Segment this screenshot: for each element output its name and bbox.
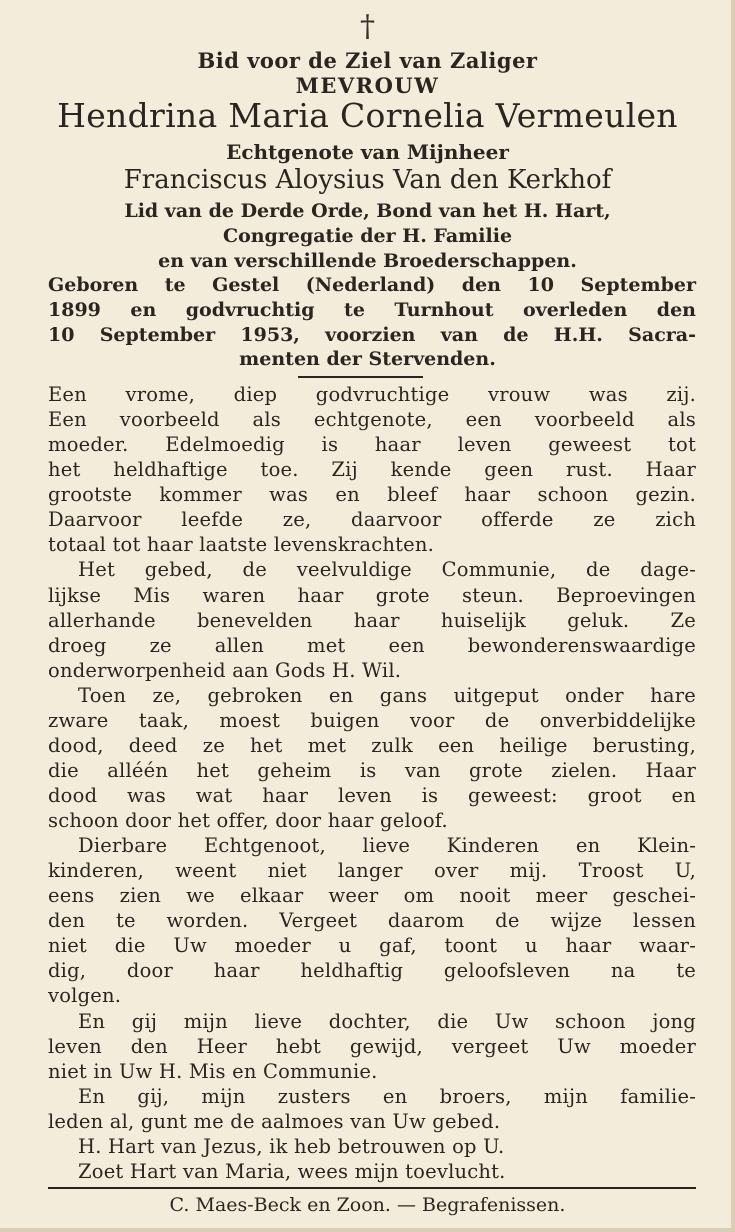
body-line: dood, deed ze het met zulk een heilige berusting, bbox=[48, 733, 696, 757]
body-line: Een voorbeeld als echtgenote, een voorbeeld als bbox=[48, 408, 696, 432]
deceased-name: Hendrina Maria Cornelia Vermeulen bbox=[57, 96, 678, 135]
body-line: Het gebed, de veelvuldige Communie, de dage- bbox=[78, 558, 696, 582]
body-line: En gij, mijn zusters en broers, mijn familie- bbox=[78, 1084, 696, 1108]
body-line: volgen. bbox=[48, 984, 122, 1008]
body-line: kinderen, weent niet langer over mij. Troost U, bbox=[48, 859, 696, 883]
body-line: En gij mijn lieve dochter, die Uw schoon jong bbox=[78, 1009, 696, 1033]
body-line: leven den Heer hebt gewijd, vergeet Uw moeder bbox=[48, 1034, 696, 1058]
body-line: eens zien we elkaar weer om nooit meer geschei- bbox=[48, 884, 696, 908]
birth-death-line: 10 September 1953, voorzien van de H.H. Sacra- bbox=[48, 324, 696, 346]
body-line: niet die Uw moeder u gaf, toont u haar waar- bbox=[48, 934, 696, 958]
body-line: onderworpenheid aan Gods H. Wil. bbox=[48, 658, 402, 682]
body-line: droeg ze allen met een bewonderenswaardige bbox=[48, 633, 696, 657]
body-line: zware taak, moest buigen voor de onverbiddelijke bbox=[48, 708, 696, 732]
body-line: totaal tot haar laatste levenskrachten. bbox=[48, 533, 435, 557]
body-line: Dierbare Echtgenoot, lieve Kinderen en Klein- bbox=[78, 834, 696, 858]
body-line: Toen ze, gebroken en gans uitgeput onder hare bbox=[78, 683, 696, 707]
body-line: H. Hart van Jezus, ik heb betrouwen op U. bbox=[78, 1134, 505, 1158]
body-line: dig, door haar heldhaftig geloofsleven na te bbox=[48, 959, 696, 983]
body-line: die alléén het geheim is van grote zielen. Haar bbox=[48, 758, 696, 782]
body-line: moeder. Edelmoedig is haar leven geweest tot bbox=[48, 433, 696, 457]
birth-death-line: menten der Stervenden. bbox=[239, 348, 496, 370]
body-line: dood was wat haar leven is geweest: groot en bbox=[48, 784, 696, 807]
body-line: Een vrome, diep godvruchtige vrouw was zij. bbox=[48, 383, 696, 406]
body-line: niet in Uw H. Mis en Communie. bbox=[48, 1059, 378, 1083]
spouse-name: Franciscus Aloysius Van den Kerkhof bbox=[123, 165, 612, 195]
spouse-intro: Echtgenote van Mijnheer bbox=[226, 140, 509, 164]
body-line: lijkse Mis waren haar grote steun. Beproevingen bbox=[48, 583, 696, 607]
membership-line: Congregatie der H. Familie bbox=[222, 225, 513, 247]
birth-death-line: 1899 en godvruchtig te Turnhout overleden den bbox=[48, 299, 696, 321]
printer-credit: C. Maes-Beck en Zoon. — Begrafenissen. bbox=[169, 1194, 566, 1216]
birth-death-line: Geboren te Gestel (Nederland) den 10 September bbox=[48, 274, 696, 296]
body-line: den te worden. Vergeet daarom de wijze lessen bbox=[48, 909, 696, 933]
membership-line: en van verschillende Broederschappen. bbox=[158, 250, 577, 272]
body-line: Daarvoor leefde ze, daarvoor offerde ze zich bbox=[48, 508, 696, 532]
body-line: Zoet Hart van Maria, wees mijn toevlucht. bbox=[78, 1159, 506, 1183]
body-line: grootste kommer was en bleef haar schoon gezin. bbox=[48, 483, 696, 507]
honorific-title: MEVROUW bbox=[295, 73, 440, 98]
body-line: schoon door het offer, door haar geloof. bbox=[48, 809, 448, 832]
body-line: het heldhaftige toe. Zij kende geen rust. Haar bbox=[48, 458, 696, 482]
divider bbox=[298, 376, 423, 378]
body-line: allerhande benevelden haar huiselijk geluk. Ze bbox=[48, 608, 696, 632]
invocation: Bid voor de Ziel van Zaliger bbox=[197, 48, 538, 73]
footer-divider bbox=[48, 1187, 696, 1189]
body-line: leden al, gunt me de aalmoes van Uw gebed. bbox=[48, 1109, 501, 1133]
cross-icon: † bbox=[360, 9, 375, 44]
membership-line: Lid van de Derde Orde, Bond van het H. Hart, bbox=[124, 200, 611, 222]
